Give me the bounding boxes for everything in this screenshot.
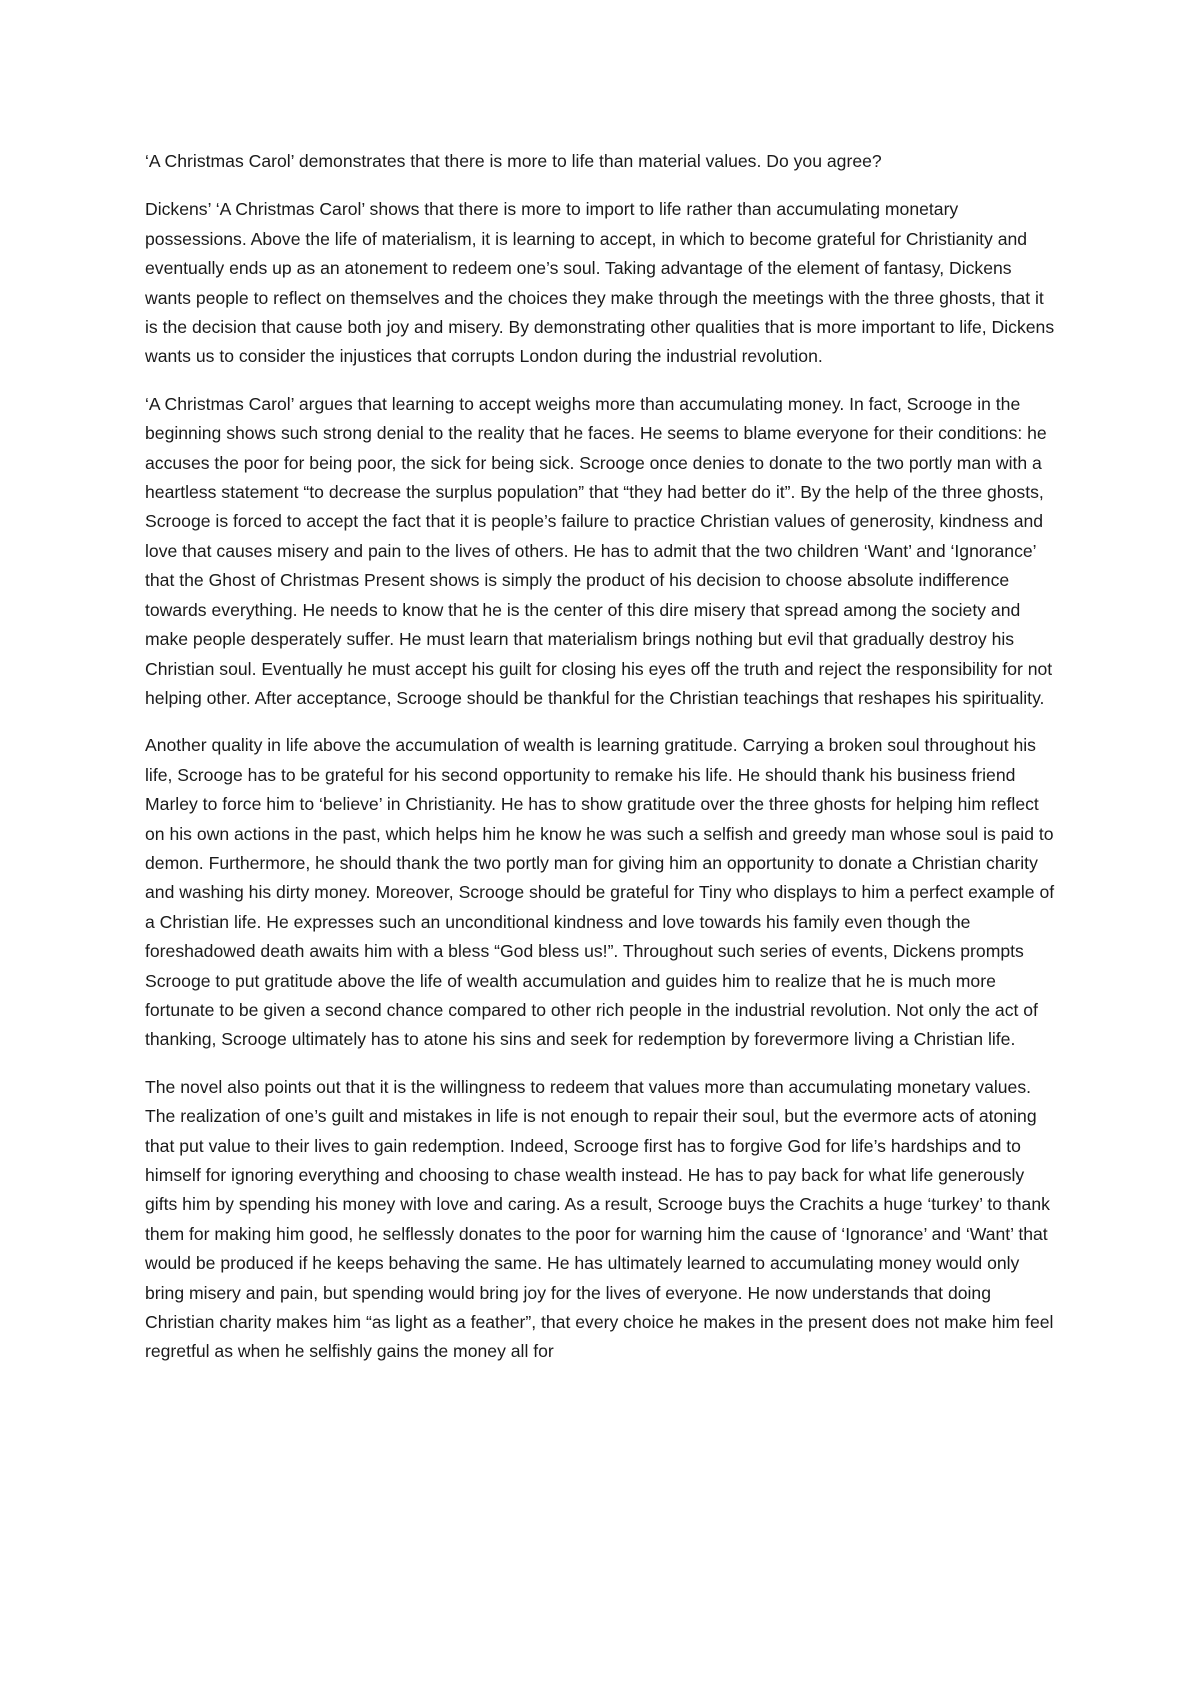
- paragraph-introduction: Dickens’ ‘A Christmas Carol’ shows that there is more to import to life rather than accumulating monetary possessions. Above the life of materialism, it is learning to accept, in which to become grateful for Christianity and eventually ends up as an atonement to redeem one’s soul. Taking advantage of the element of fantasy, Dickens wants people to reflect on themselves and the choices they make through the meetings with the three ghosts, that it is the decision that cause both joy and misery. By demonstrating other qualities that is more important to life, Dickens wants us to consider the injustices that corrupts London during the industrial revolution.: [145, 199, 1055, 367]
- paragraph-gratitude: Another quality in life above the accumulation of wealth is learning gratitude. Carrying a broken soul throughout his life, Scrooge has to be grateful for his second opportunity to remake his life. He should thank his business friend Marley to force him to ‘believe’ in Christianity. He has to show gratitude over the three ghosts for helping him reflect on his own actions in the past, which helps him he know he was such a selfish and greedy man whose soul is paid to demon. Furthermore, he should thank the two portly man for giving him an opportunity to donate a Christian charity and washing his dirty money. Moreover, Scrooge should be grateful for Tiny who displays to him a perfect example of a Christian life. He expresses such an unconditional kindness and love towards his family even though the foreshadowed death awaits him with a bless “God bless us!”. Throughout such series of events, Dickens prompts Scrooge to put gratitude above the life of wealth accumulation and guides him to realize that he is much more fortunate to be given a second chance compared to other rich people in the industrial revolution. Not only the act of thanking, Scrooge ultimately has to atone his sins and seek for redemption by forevermore living a Christian life.: [145, 735, 1055, 1050]
- paragraph-redemption: The novel also points out that it is the willingness to redeem that values more than accumulating monetary values. The realization of one’s guilt and mistakes in life is not enough to repair their soul, but the evermore acts of atoning that put value to their lives to gain redemption. Indeed, Scrooge first has to forgive God for life’s hardships and to himself for ignoring everything and choosing to chase wealth instead. He has to pay back for what life generously gifts him by spending his money with love and caring. As a result, Scrooge buys the Crachits a huge ‘turkey’ to thank them for making him good, he selflessly donates to the poor for warning him the cause of ‘Ignorance’ and ‘Want’ that would be produced if he keeps behaving the same. He has ultimately learned to accumulating money would only bring misery and pain, but spending would bring joy for the lives of everyone. He now understands that doing Christian charity makes him “as light as a feather”, that every choice he makes in the present does not make him feel regretful as when he selfishly gains the money all for: [145, 1076, 1054, 1362]
- paragraph-acceptance: ‘A Christmas Carol’ argues that learning to accept weighs more than accumulating money. In fact, Scrooge in the beginning shows such strong denial to the reality that he faces. He seems to blame everyone for their conditions: he accuses the poor for being poor, the sick for being sick. Scrooge once denies to donate to the two portly man with a heartless statement “to decrease the surplus population” that “they had better do it”. By the help of the three ghosts, Scrooge is forced to accept the fact that it is people’s failure to practice Christian values of generosity, kindness and love that causes misery and pain to the lives of others. He has to admit that the two children ‘Want’ and ‘Ignorance’ that the Ghost of Christmas Present shows is simply the product of his decision to choose absolute indifference towards everything. He needs to know that he is the center of this dire misery that spread among the society and make people desperately suffer. He must learn that materialism brings nothing but evil that gradually destroy his Christian soul. Eventually he must accept his guilt for closing his eyes off the truth and reject the responsibility for not helping other. After acceptance, Scrooge should be thankful for the Christian teachings that reshapes his spirituality.: [145, 393, 1053, 708]
- essay-question: ‘A Christmas Carol’ demonstrates that there is more to life than material values. Do you agree?: [145, 151, 882, 171]
- document-body: [145, 147, 1060, 1385]
